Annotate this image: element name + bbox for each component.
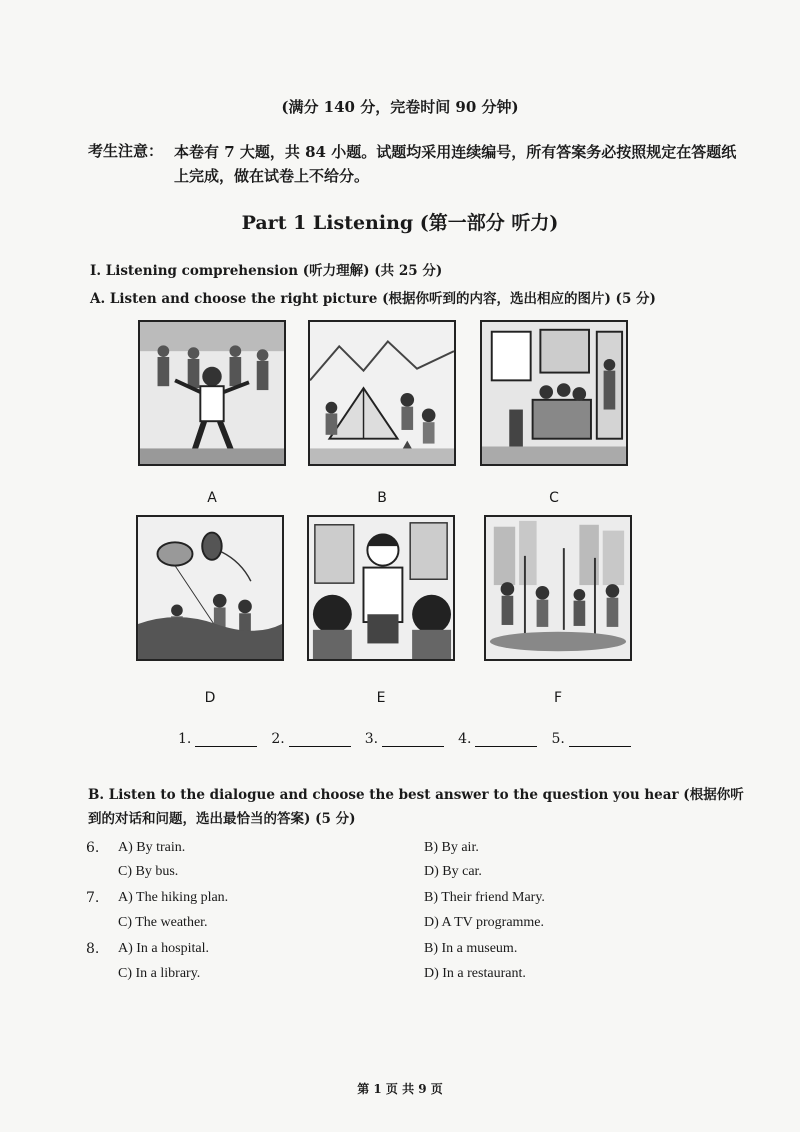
answer-blank-2[interactable]: 2. [271, 731, 350, 747]
question-7-option-a[interactable]: A) The hiking plan. [118, 890, 229, 905]
section-i-title: I. Listening comprehension (听力理解) (共 25 分) [90, 263, 443, 279]
section-b-title: B. Listen to the dialogue and choose the best answer to the question you hear (根据你听到的对话和问题，选出最恰当的答案) (5 分) [88, 787, 744, 827]
question-6-option-d[interactable]: D) By car. [424, 864, 482, 879]
answer-blanks [178, 731, 631, 747]
question-7-option-c[interactable]: C) The weather. [118, 915, 208, 930]
picture-label-c: C [549, 490, 559, 506]
notice-label: 考生注意： [88, 142, 164, 160]
camping-picture [308, 320, 456, 466]
notice-text: 本卷有 7 大题，共 84 小题。试题均采用连续编号，所有答案务必按照规定在答题纸上完成，做在试卷上不给分。 [174, 143, 737, 185]
question-8-option-d[interactable]: D) In a restaurant. [424, 966, 526, 981]
question-8-number: 8. [86, 941, 100, 957]
living-room-picture [480, 320, 628, 466]
student-meeting-picture [307, 515, 455, 661]
question-6-option-b[interactable]: B) By air. [424, 840, 479, 855]
picture-label-e: E [376, 690, 386, 706]
question-6-option-a[interactable]: A) By train. [118, 840, 186, 855]
question-8-option-a[interactable]: A) In a hospital. [118, 941, 209, 956]
picture-label-a: A [207, 490, 217, 506]
question-6-number: 6. [86, 840, 100, 856]
section-a-title: A. Listen and choose the right picture (根据你听到的内容，选出相应的图片) (5 分) [90, 291, 656, 307]
question-8-option-b[interactable]: B) In a museum. [424, 941, 518, 956]
answer-blank-3[interactable]: 3. [365, 731, 444, 747]
part-title: Part 1 Listening (第一部分 听力) [241, 212, 559, 234]
page-footer: 第 1 页 共 9 页 [357, 1082, 443, 1096]
question-7-number: 7. [86, 890, 100, 906]
picture-label-d: D [204, 690, 216, 706]
question-8-option-c[interactable]: C) In a library. [118, 966, 201, 981]
kite-flying-picture [136, 515, 284, 661]
tai-chi-picture [138, 320, 286, 466]
answer-blank-5[interactable]: 5. [551, 731, 630, 747]
answer-blank-4[interactable]: 4. [458, 731, 537, 747]
picture-label-f: F [553, 690, 563, 706]
question-6-option-c[interactable]: C) By bus. [118, 864, 179, 879]
tree-planting-picture [484, 515, 632, 661]
exam-subtitle: (满分 140 分，完卷时间 90 分钟) [281, 98, 519, 116]
question-7-option-b[interactable]: B) Their friend Mary. [424, 890, 545, 905]
answer-blank-1[interactable]: 1. [178, 731, 257, 747]
picture-label-b: B [377, 490, 387, 506]
question-7-option-d[interactable]: D) A TV programme. [424, 915, 545, 930]
